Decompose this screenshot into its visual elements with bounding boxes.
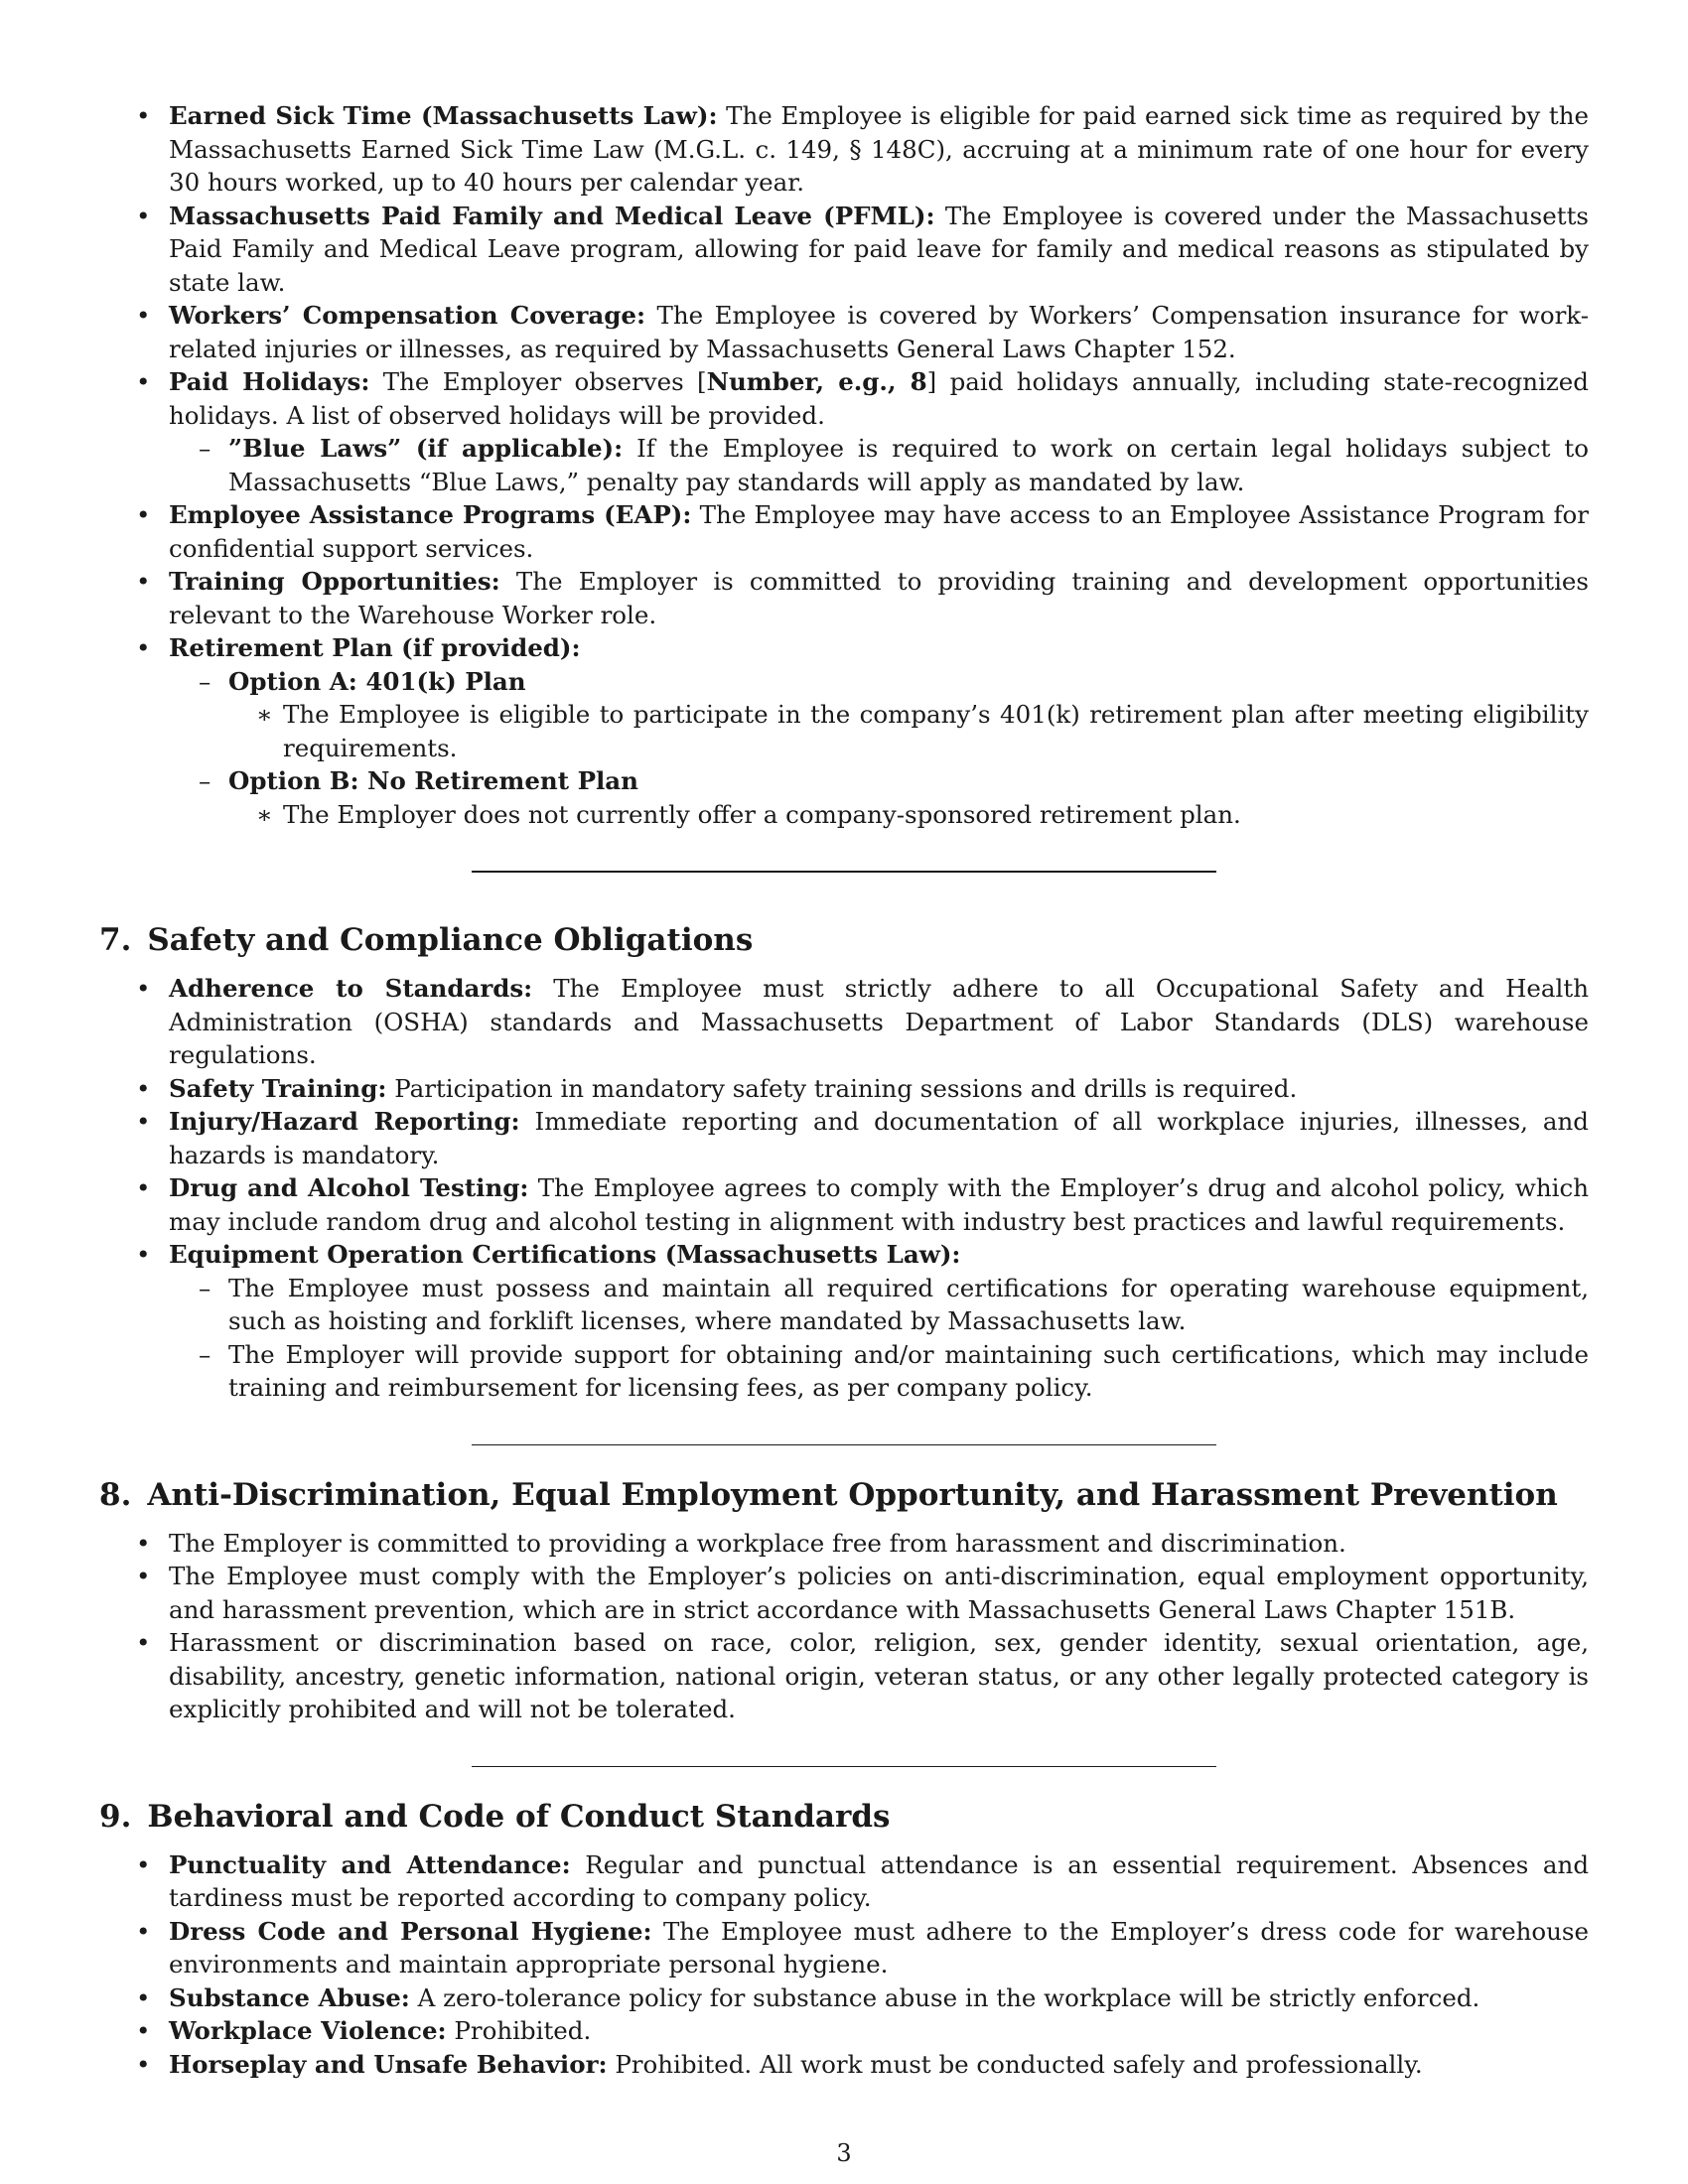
- sub-sub-list: [228, 698, 1589, 764]
- list-item: • Massachusetts Paid Family and Medical Leave (PFML): The Employee is covered under the Massachusetts Paid Family and Medical Leave program, allowing for paid leave for family and medical reasons as stipulated by state law.: [136, 201, 1589, 297]
- list-item: – Option A: 401(k) Plan ∗ The Employee is eligible to participate in the company’s 401(k) retirement plan after meeting eligibility requirements.: [169, 665, 1589, 765]
- list-item: – The Employer will provide support for obtaining and/or maintaining such certifications, which may include training and reimbursement for licensing fees, as per company policy.: [199, 1339, 1589, 1402]
- safety-list: [99, 972, 1589, 1405]
- list-item: • Workers’ Compensation Coverage: The Employee is covered by Workers’ Compensation insurance for work-related injuries or illnesses, as required by Massachusetts General Laws Chapter 152.: [136, 301, 1589, 363]
- page-content: [99, 99, 1589, 2081]
- list-item: • Horseplay and Unsafe Behavior: Prohibited. All work must be conducted safely and professionally.: [136, 2049, 1423, 2079]
- list-item: ∗ The Employee is eligible to participate in the company’s 401(k) retirement plan after meeting eligibility requirements.: [256, 700, 1589, 762]
- list-item: • Earned Sick Time (Massachusetts Law): The Employee is eligible for paid earned sick time as required by the Massachusetts Earned Sick Time Law (M.G.L. c. 149, § 148C), accruing at a minimum rate of one hour for every 30 hours worked, up to 40 hours per calendar year.: [136, 101, 1589, 197]
- section-heading: 9. Behavioral and Code of Conduct Standards: [99, 1798, 891, 1835]
- list-item: • Safety Training: Participation in mandatory safety training sessions and drills is required.: [136, 1073, 1298, 1103]
- section-heading: 8. Anti-Discrimination, Equal Employment Opportunity, and Harassment Prevention: [99, 1476, 1558, 1513]
- list-item: – Option B: No Retirement Plan ∗ The Employer does not currently offer a company-sponsored retirement plan.: [169, 764, 1589, 831]
- holiday-count-placeholder: Number, e.g., 8: [706, 367, 927, 396]
- list-item: • Employee Assistance Programs (EAP): The Employee may have access to an Employee Assistance Program for confidential support services.: [136, 500, 1590, 563]
- list-item: – ”Blue Laws” (if applicable): If the Employee is required to work on certain legal holidays subject to Massachusetts “Blue Laws,” penalty pay standards will apply as mandated by law.: [199, 434, 1589, 496]
- sub-sub-list: [228, 798, 1589, 832]
- list-item: • Adherence to Standards: The Employee must strictly adhere to all Occupational Safety and Health Administration (OSHA) standards and Massachusetts Department of Labor Standards (DLS) warehouse regulations.: [136, 974, 1589, 1069]
- section-divider: [472, 871, 1216, 873]
- anti-discrimination-list: [99, 1527, 1589, 1726]
- list-item: • Punctuality and Attendance: Regular and punctual attendance is an essential requirement. Absences and tardiness must be reported according to company policy.: [136, 1849, 1590, 1912]
- list-item: • Training Opportunities: The Employer is committed to providing training and development opportunities relevant to the Warehouse Worker role.: [136, 567, 1589, 629]
- sub-list: [169, 1272, 1589, 1405]
- sub-list: [169, 665, 1589, 832]
- list-item: • Workplace Violence: Prohibited.: [136, 2016, 592, 2045]
- list-item: • Equipment Operation Certifications (Massachusetts Law): – The Employee must possess and maintain all required certifications for operating warehouse equipment, such as hoisting and forklift licenses, where mandated by Massachusetts law. – The Employer will provide support for obtaining and/or maintaining such certifications, which may include training and reimbursement for licensing fees, as per company policy.: [99, 1238, 1589, 1405]
- list-item: • Substance Abuse: A zero-tolerance policy for substance abuse in the workplace will be strictly enforced.: [136, 1982, 1480, 2012]
- list-item: • The Employee must comply with the Employer’s policies on anti-discrimination, equal employment opportunity, and harassment prevention, which are in strict accordance with Massachusetts General Laws Chapter 151B.: [136, 1562, 1589, 1624]
- list-item: ∗ The Employer does not currently offer a company-sponsored retirement plan.: [256, 799, 1241, 829]
- page-number: 3: [836, 2139, 852, 2167]
- list-item: • Injury/Hazard Reporting: Immediate reporting and documentation of all workplace injuries, illnesses, and hazards is mandatory.: [136, 1107, 1589, 1169]
- list-item: • Paid Holidays: The Employer observes [Number, e.g., 8] paid holidays annually, including state-recognized holidays. A list of observed holidays will be provided. – ”Blue Laws” (if applicable): If the Employee is required to work on certain legal holidays subject to Massachusetts “Blue Laws,” penalty pay standards will apply as mandated by law.: [99, 365, 1589, 498]
- conduct-list: [99, 1848, 1589, 2082]
- section-heading: 7. Safety and Compliance Obligations: [99, 922, 754, 958]
- benefits-list: [99, 99, 1589, 831]
- sub-list: [169, 432, 1589, 498]
- section-divider: [472, 1444, 1216, 1445]
- section-divider: [472, 1766, 1216, 1767]
- list-item: • Harassment or discrimination based on race, color, religion, sex, gender identity, sexual orientation, age, disability, ancestry, genetic information, national origin, veteran status, or any other legally protected category is explicitly prohibited and will not be tolerated.: [136, 1628, 1589, 1723]
- list-item: • Dress Code and Personal Hygiene: The Employee must adhere to the Employer’s dress code for warehouse environments and maintain appropriate personal hygiene.: [136, 1916, 1589, 1979]
- list-item: – The Employee must possess and maintain all required certifications for operating warehouse equipment, such as hoisting and forklift licenses, where mandated by Massachusetts law.: [199, 1273, 1589, 1335]
- list-item: • Drug and Alcohol Testing: The Employee agrees to comply with the Employer’s drug and alcohol policy, which may include random drug and alcohol testing in alignment with industry best practices and lawful requirements.: [136, 1173, 1589, 1236]
- list-item: • Retirement Plan (if provided): – Option A: 401(k) Plan ∗ The Employee is eligible to participate in the company’s 401(k) retirement plan after meeting eligibility requirements. – Option B: No Retirement Plan ∗ The Employer does not currently offer a company-sponsored retirement plan.: [99, 631, 1589, 831]
- list-item: • The Employer is committed to providing a workplace free from harassment and discrimination.: [136, 1528, 1346, 1558]
